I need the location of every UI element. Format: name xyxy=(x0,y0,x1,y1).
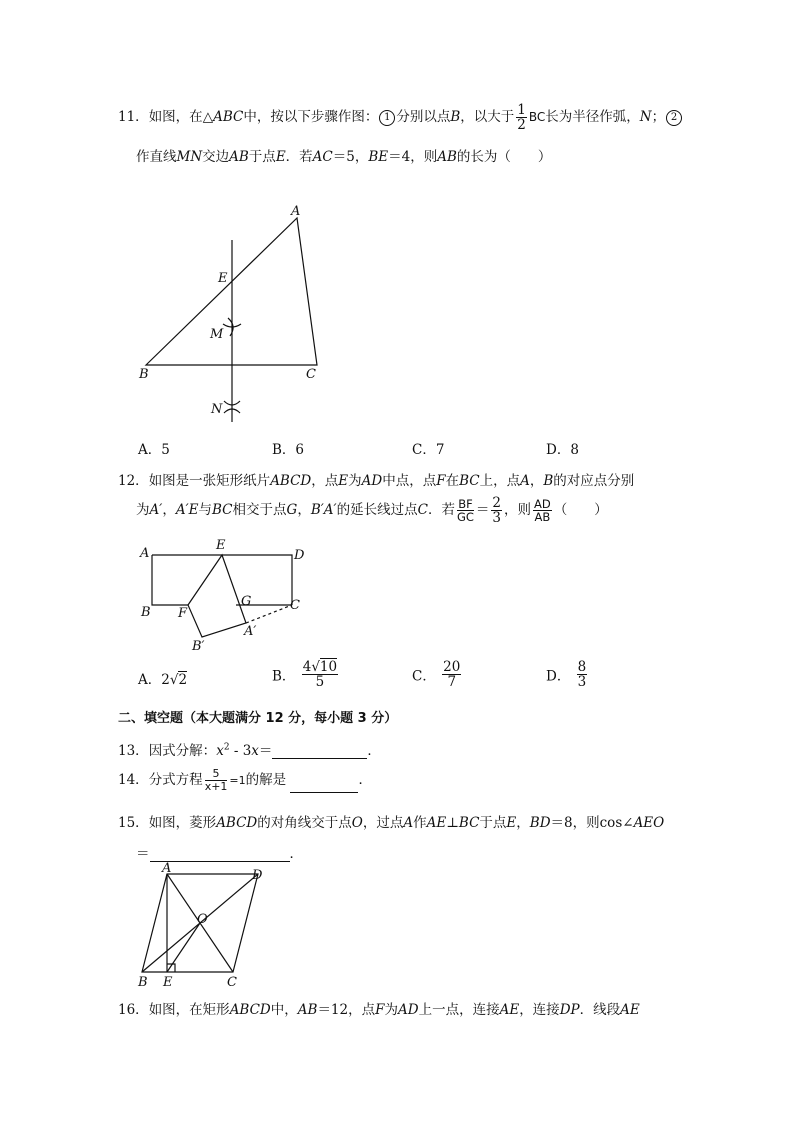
q11-option-b: B．6 xyxy=(272,442,305,458)
label-b: B xyxy=(138,975,148,990)
half-fraction: $\frac{1}{2}$ xyxy=(517,102,526,134)
label-a: A xyxy=(162,862,172,876)
q15-figure xyxy=(130,862,280,992)
q11-figure xyxy=(120,200,350,425)
fraction-ad-ab: $\frac{AD}{AB}$ xyxy=(534,497,551,525)
label-a-prime: A′ xyxy=(244,624,257,639)
rect-top-right xyxy=(152,555,292,605)
label-e: E xyxy=(163,975,173,990)
fraction-two-thirds: $\frac{2}{3}$ xyxy=(492,495,502,527)
label-m: M xyxy=(210,327,224,342)
fraction-bf-gc: $\frac{BF}{GC}$ xyxy=(456,497,474,525)
q12-figure xyxy=(130,535,320,655)
q12-option-d: D． $\frac{8}{3}$ xyxy=(546,659,587,691)
label-c: C xyxy=(290,598,300,613)
section-title: 二、填空题（本大题满分 12 分，每小题 3 分） xyxy=(118,711,398,726)
step-one-marker: 1 xyxy=(379,110,395,126)
q12-line1: 12．如图是一张矩形纸片ABCD，点E为AD中点，点F在BC上，点A，B的对应点分别 xyxy=(118,473,635,489)
q11-line1: 11．如图，在△ABC中，按以下步骤作图： 1 分别以点B，以大于 $\frac{1}{2}$ BC长为半径作弧，N； 2 xyxy=(118,103,683,132)
dashed-extension xyxy=(246,605,292,623)
label-n: N xyxy=(211,402,223,417)
q12-line2: 为A′，A′E与BC相交于点G，B′A′的延长线过点C．若 $\frac{BF}{GC}$ ＝ $\frac{2}{3}$ ，则 $\frac{AD}{AB}$ （ ） xyxy=(136,495,608,527)
q12-option-a: A．2√2 xyxy=(138,672,188,688)
q11-line2: 作直线MN交边AB于点E．若AC＝5，BE＝4，则AB的长为（ ） xyxy=(136,149,552,165)
q12-option-c: C． $\frac{20}{7}$ xyxy=(412,659,461,691)
q12-option-b: B． $\frac{4√10}{5}$ xyxy=(272,659,338,691)
q11-option-d: D．8 xyxy=(546,442,579,458)
q13-answer-blank[interactable] xyxy=(272,758,367,759)
label-f: F xyxy=(178,606,188,621)
label-d: D xyxy=(252,868,263,883)
label-c: C xyxy=(306,367,316,382)
folded-part xyxy=(188,555,246,637)
label-a: A xyxy=(291,204,301,219)
step-two-marker: 2 xyxy=(666,110,682,126)
label-b-prime: B′ xyxy=(192,639,205,654)
label-g: G xyxy=(241,594,252,609)
label-b: B xyxy=(139,367,149,382)
q11-option-c: C．7 xyxy=(412,442,445,458)
label-d: D xyxy=(294,548,305,563)
label-c: C xyxy=(227,975,237,990)
label-b: B xyxy=(141,605,151,620)
label-e: E xyxy=(218,271,228,286)
q16-line1: 16．如图，在矩形ABCD中，AB＝12，点F为AD上一点，连接AE，连接DP．线段AE xyxy=(118,1002,640,1018)
rect-left xyxy=(152,555,188,605)
label-o: O xyxy=(197,912,208,927)
label-a: A xyxy=(140,546,150,561)
q15-line1: 15．如图，菱形ABCD的对角线交于点O，过点A作AE⊥BC于点E，BD＝8，则cos∠AEO xyxy=(118,815,665,831)
label-e: E xyxy=(216,538,226,553)
segment-eo xyxy=(167,923,200,972)
q11-option-a: A．5 xyxy=(138,442,170,458)
q13: 13．因式分解：$x^2 - 3x=$ ． xyxy=(118,742,381,759)
q14-answer-blank[interactable] xyxy=(290,792,358,793)
q14: 14．分式方程 $\frac{5}{x+1}$ =1的解是 ． xyxy=(118,767,372,793)
q15-line2: ＝ ． xyxy=(136,846,303,862)
